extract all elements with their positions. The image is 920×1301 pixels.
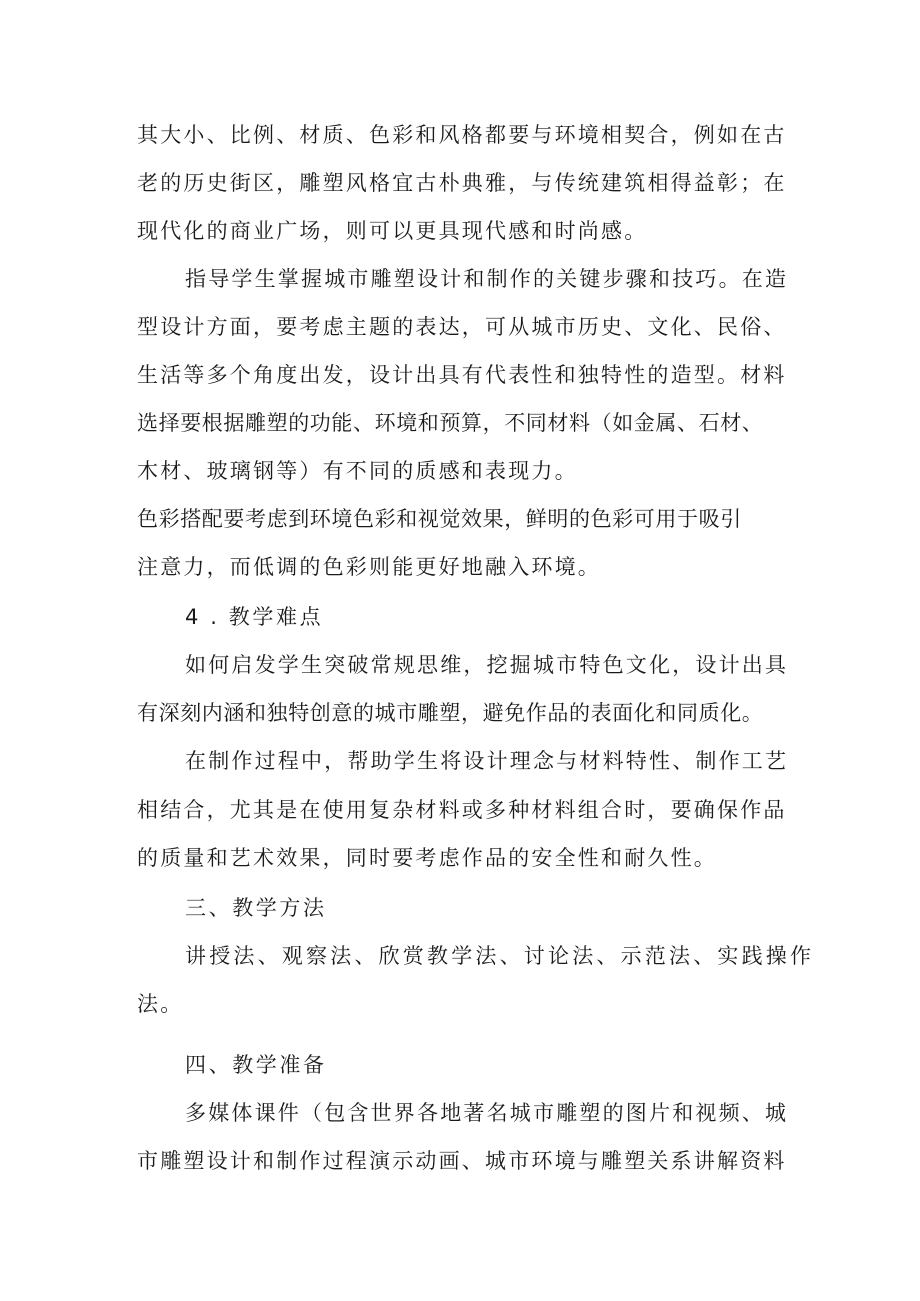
paragraph-line: 色彩搭配要考虑到环境色彩和视觉效果，鲜明的色彩可用于吸引 [137, 507, 742, 531]
paragraph-line: 型设计方面，要考虑主题的表达，可从城市历史、文化、民俗、 [137, 315, 787, 339]
paragraph-line: 的质量和艺术效果，同时要考虑作品的安全性和耐久性。 [137, 846, 717, 870]
paragraph-line: 多媒体课件（包含世界各地著名城市雕塑的图片和视频、城 [185, 1101, 789, 1125]
paragraph-line: 生活等多个角度出发，设计出具有代表性和独特性的造型。材料 [137, 363, 787, 387]
paragraph-line: 有深刻内涵和独特创意的城市雕塑，避免作品的表面化和同质化。 [137, 701, 764, 725]
paragraph-line: 如何启发学生突破常规思维，挖掘城市特色文化，设计出具 [185, 653, 789, 677]
paragraph-line: 讲授法、观察法、欣赏教学法、讨论法、示范法、实践操作 [185, 944, 815, 968]
paragraph-line: 在制作过程中，帮助学生将设计理念与材料特性、制作工艺 [185, 749, 789, 773]
paragraph-line: 木材、玻璃钢等）有不同的质感和表现力。 [137, 459, 578, 483]
paragraph-line: 老的历史街区，雕塑风格宜古朴典雅，与传统建筑相得益彰；在 [137, 171, 787, 195]
section-heading-teaching-preparation: 四、教学准备 [185, 1053, 327, 1077]
section-heading-teaching-difficulties: 4 . 教学难点 [185, 605, 324, 629]
paragraph-line: 选择要根据雕塑的功能、环境和预算，不同材料（如金属、石材、 [137, 411, 764, 435]
paragraph-line: 法。 [137, 992, 184, 1016]
paragraph-line: 相结合，尤其是在使用复杂材料或多种材料组合时，要确保作品 [137, 798, 787, 822]
paragraph-line: 指导学生掌握城市雕塑设计和制作的关键步骤和技巧。在造 [185, 267, 789, 291]
section-heading-teaching-methods: 三、教学方法 [185, 896, 327, 920]
paragraph-line: 其大小、比例、材质、色彩和风格都要与环境相契合，例如在古 [137, 123, 787, 147]
paragraph-line: 注意力，而低调的色彩则能更好地融入环境。 [137, 555, 601, 579]
paragraph-line: 现代化的商业广场，则可以更具现代感和时尚感。 [137, 219, 648, 243]
paragraph-line: 市雕塑设计和制作过程演示动画、城市环境与雕塑关系讲解资料 [137, 1149, 787, 1173]
